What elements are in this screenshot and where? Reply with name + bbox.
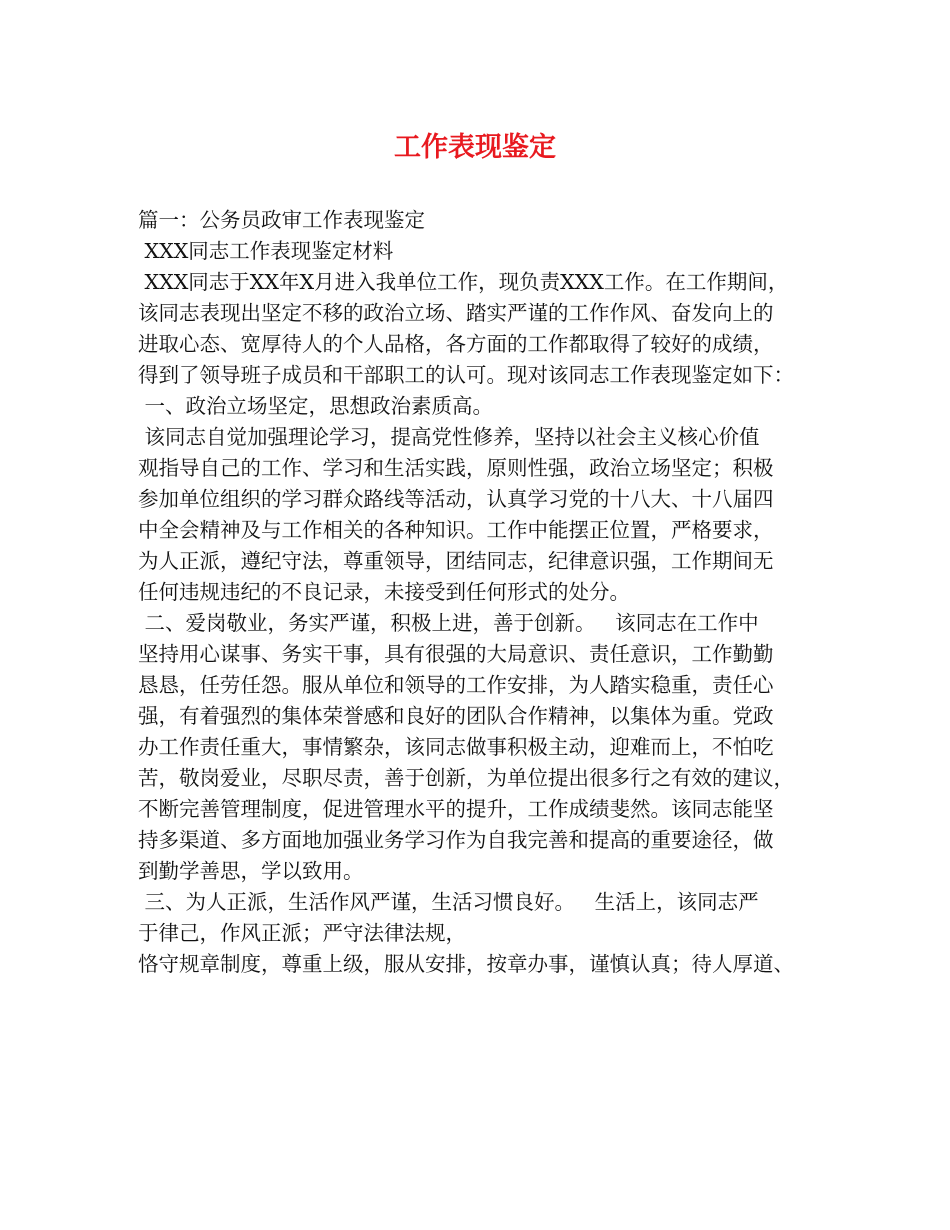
text-line: 一、政治立场坚定，思想政治素质高。 (138, 394, 494, 418)
text-line: 该同志表现出坚定不移的政治立场、踏实严谨的工作作风、奋发向上的 (138, 301, 774, 325)
text-line: 恳恳，任劳任怨。服从单位和领导的工作安排，为人踏实稳重，责任心 (138, 673, 774, 697)
text-line: 为人正派，遵纪守法，尊重领导，团结同志，纪律意识强，工作期间无 (138, 549, 774, 573)
text-line: 强，有着强烈的集体荣誉感和良好的团队合作精神，以集体为重。党政 (138, 704, 774, 728)
text-line: 三、为人正派，生活作风严谨，生活习惯良好。 生活上，该同志严 (138, 890, 759, 914)
text-line: 持多渠道、多方面地加强业务学习作为自我完善和提高的重要途径，做 (138, 828, 774, 852)
text-line: 到勤学善思，学以致用。 (138, 859, 364, 883)
text-line: 参加单位组织的学习群众路线等活动，认真学习党的十八大、十八届四 (138, 487, 774, 511)
text-line: 篇一：公务员政审工作表现鉴定 (138, 208, 425, 232)
text-line: 得到了领导班子成员和干部职工的认可。现对该同志工作表现鉴定如下： (138, 363, 794, 387)
text-line: XXX同志于XX年X月进入我单位工作，现负责XXX工作。在工作期间， (138, 270, 789, 294)
text-line: 观指导自己的工作、学习和生活实践，原则性强，政治立场坚定；积极 (138, 456, 774, 480)
text-line: 坚持用心谋事、务实干事，具有很强的大局意识、责任意识，工作勤勤 (138, 642, 774, 666)
document-title: 工作表现鉴定 (394, 132, 556, 163)
text-line: 进取心态、宽厚待人的个人品格，各方面的工作都取得了较好的成绩， (138, 332, 774, 356)
text-line: 任何违规违纪的不良记录，未接受到任何形式的处分。 (138, 580, 630, 604)
text-line: 该同志自觉加强理论学习，提高党性修养，坚持以社会主义核心价值 (138, 425, 760, 449)
text-line: 二、爱岗敬业，务实严谨，积极上进，善于创新。 该同志在工作中 (138, 611, 759, 635)
text-line: 不断完善管理制度，促进管理水平的提升，工作成绩斐然。该同志能坚 (138, 797, 774, 821)
text-line: 于律己，作风正派；严守法律法规， (138, 921, 466, 945)
text-line: 恪守规章制度，尊重上级，服从安排，按章办事，谨慎认真；待人厚道、 (138, 952, 794, 976)
text-line: 苦，敬岗爱业，尽职尽责，善于创新，为单位提出很多行之有效的建议， (138, 766, 794, 790)
document-body (138, 205, 828, 980)
text-line: 中全会精神及与工作相关的各种知识。工作中能摆正位置，严格要求， (138, 518, 774, 542)
text-line: 办工作责任重大，事情繁杂，该同志做事积极主动，迎难而上，不怕吃 (138, 735, 774, 759)
text-line: XXX同志工作表现鉴定材料 (138, 239, 394, 263)
